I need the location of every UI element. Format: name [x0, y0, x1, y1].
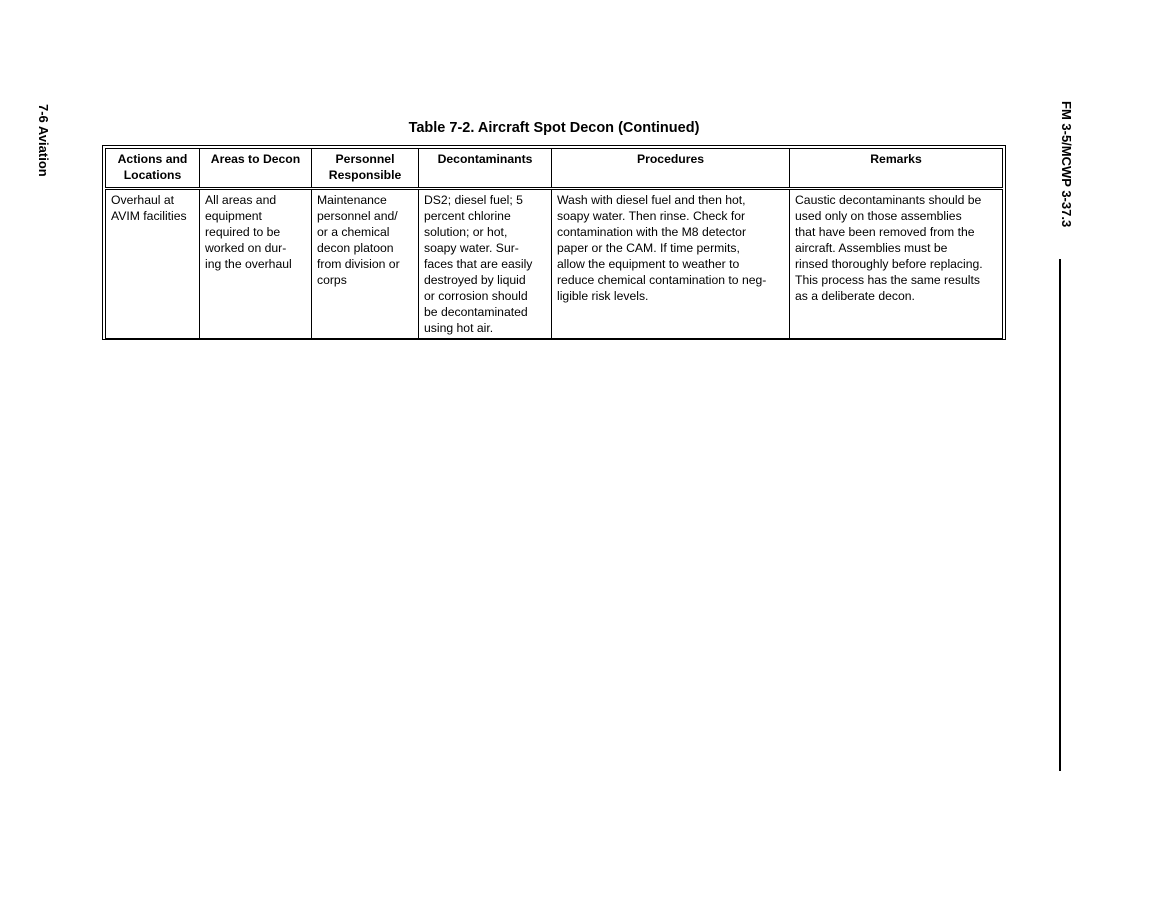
cell-decontaminants: DS2; diesel fuel; 5 percent chlorine solution; or hot, soapy water. Sur- faces that are easily destroyed by liquid or corrosion should be decontaminated using hot air.: [419, 189, 552, 339]
table-title: Table 7-2. Aircraft Spot Decon (Continued): [408, 120, 700, 136]
cell-personnel-responsible: Maintenance personnel and/ or a chemical decon platoon from division or corps: [312, 189, 419, 339]
cell-procedures: Wash with diesel fuel and then hot, soapy water. Then rinse. Check for contamination with the M8 detector paper or the CAM. If time permits, allow the equipment to weather to reduce chemical contamination to neg- ligible risk levels.: [552, 189, 790, 339]
document-number-header: FM 3-5/MCWP 3-37.3: [1059, 101, 1074, 228]
header-decontaminants: Decontaminants: [419, 149, 552, 189]
cell-actions-locations: Overhaul at AVIM facilities: [106, 189, 200, 339]
header-actions-locations: Actions and Locations: [106, 149, 200, 189]
header-remarks: Remarks: [790, 149, 1003, 189]
decon-table: [105, 148, 1003, 339]
header-areas-to-decon: Areas to Decon: [200, 149, 312, 189]
cell-areas-to-decon: All areas and equipment required to be worked on dur- ing the overhaul: [200, 189, 312, 339]
table-row: [106, 189, 1003, 339]
table-frame: [102, 145, 1006, 340]
cell-remarks: Caustic decontaminants should be used only on those assemblies that have been removed from the aircraft. Assemblies must be rinsed thoroughly before replacing. This process has the same results as a deliberate decon.: [790, 189, 1003, 339]
header-personnel-responsible: Personnel Responsible: [312, 149, 419, 189]
table-header-row: [106, 149, 1003, 189]
header-procedures: Procedures: [552, 149, 790, 189]
margin-rule: [1059, 259, 1061, 771]
page-section-header: 7-6 Aviation: [36, 104, 51, 177]
